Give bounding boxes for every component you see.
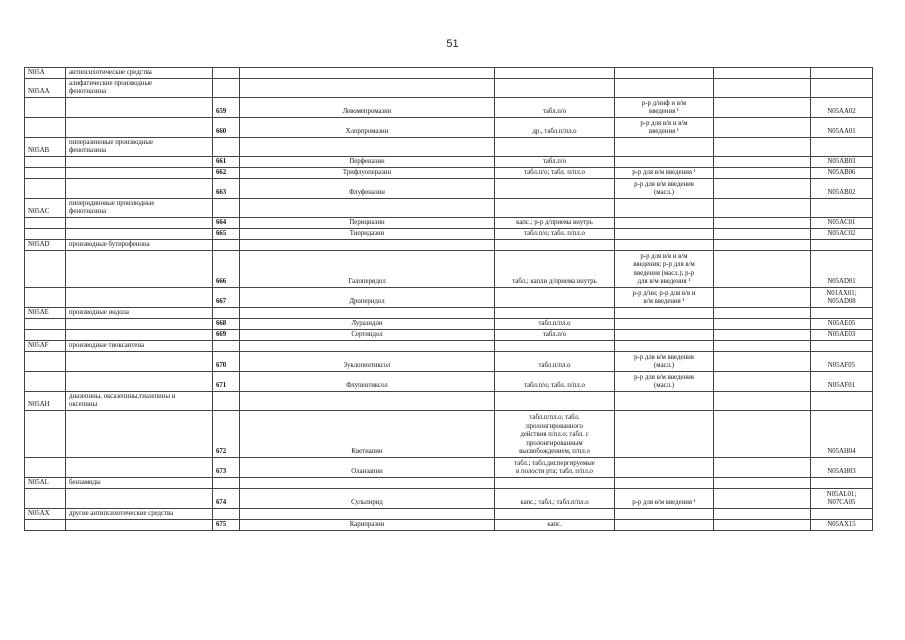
drug-row [25,251,873,288]
empty-cell [714,341,811,352]
atc-code: N05AE05 [811,319,873,330]
empty-cell [714,218,811,229]
drug-name: Карипразин [240,520,495,531]
empty-cell [714,229,811,240]
empty-cell [714,157,811,168]
drug-name: Оланзапин [240,458,495,478]
empty-cell [25,372,66,392]
empty-cell [66,168,213,179]
empty-cell [495,79,615,98]
empty-cell [714,288,811,308]
drug-row [25,168,873,179]
empty-cell [714,199,811,218]
empty-cell [66,352,213,372]
atc-code: N05AA01 [811,118,873,138]
empty-cell [811,68,873,79]
empty-cell [714,138,811,157]
empty-cell [213,341,240,352]
empty-cell [714,308,811,319]
oral-dosage-form: капс. [495,520,615,531]
empty-cell [714,392,811,411]
drug-name: Хлорпромазин [240,118,495,138]
injection-dosage-form: р-р для в/м введения ¹ [615,489,714,509]
group-title: антипсихотические средства [66,68,213,79]
group-row [25,478,873,489]
injection-dosage-form: р-р для в/м введения (масл.) [615,372,714,392]
group-code: N05AD [25,240,66,251]
group-title: диазепины, оксазепины,тиазепины и оксепины [66,392,213,411]
drug-number: 665 [213,229,240,240]
empty-cell [615,68,714,79]
empty-cell [213,509,240,520]
atc-code: N05AC01 [811,218,873,229]
empty-cell [714,458,811,478]
oral-dosage-form: табл.; табл.диспергируемые в полости рта; табл. п/пл.о [495,458,615,478]
empty-cell [25,330,66,341]
injection-dosage-form [615,157,714,168]
empty-cell [495,68,615,79]
empty-cell [714,79,811,98]
empty-cell [66,157,213,168]
drug-row [25,319,873,330]
empty-cell [25,168,66,179]
empty-cell [25,98,66,118]
drug-name: Кветиапин [240,411,495,458]
empty-cell [615,138,714,157]
atc-code: N05AF01 [811,372,873,392]
oral-dosage-form [495,179,615,199]
empty-cell [714,319,811,330]
empty-cell [213,240,240,251]
drug-number: 662 [213,168,240,179]
drug-name: Перфеназин [240,157,495,168]
drug-number: 674 [213,489,240,509]
drug-table-body [25,68,873,531]
oral-dosage-form: табл.п/пл.о; табл. пролонгированного действия п/пл.о; табл. с пролонгированным высвобождением, п/пл.о [495,411,615,458]
group-row [25,509,873,520]
empty-cell [714,68,811,79]
drug-row [25,330,873,341]
injection-dosage-form [615,218,714,229]
drug-row [25,218,873,229]
empty-cell [811,392,873,411]
empty-cell [615,240,714,251]
empty-cell [714,98,811,118]
empty-cell [25,251,66,288]
empty-cell [615,341,714,352]
oral-dosage-form: табл.; капли д/приема внутрь [495,251,615,288]
group-row [25,308,873,319]
empty-cell [66,411,213,458]
drug-number: 669 [213,330,240,341]
empty-cell [240,199,495,218]
empty-cell [811,341,873,352]
group-title: пиперазиновые производные фенотиазина [66,138,213,157]
empty-cell [66,251,213,288]
oral-dosage-form: табл.п/о; табл. п/пл.о [495,229,615,240]
injection-dosage-form: р-р для в/м введения ¹ [615,168,714,179]
drug-number: 659 [213,98,240,118]
drug-number: 666 [213,251,240,288]
empty-cell [213,392,240,411]
atc-code: N05AB03 [811,157,873,168]
drug-number: 675 [213,520,240,531]
drug-name: Дроперидол [240,288,495,308]
empty-cell [240,308,495,319]
empty-cell [25,411,66,458]
group-code: N05AH [25,392,66,411]
atc-code: N05AC02 [811,229,873,240]
empty-cell [495,509,615,520]
empty-cell [66,98,213,118]
empty-cell [66,288,213,308]
empty-cell [714,251,811,288]
atc-code: N05AA02 [811,98,873,118]
oral-dosage-form: капс.; табл.; табл.п/пл.о [495,489,615,509]
group-title: производные тиоксантена [66,341,213,352]
empty-cell [213,79,240,98]
empty-cell [66,489,213,509]
empty-cell [66,229,213,240]
empty-cell [25,520,66,531]
group-code: N05A [25,68,66,79]
empty-cell [811,240,873,251]
injection-dosage-form: р-р для в/в и в/м введения ¹ [615,118,714,138]
empty-cell [714,478,811,489]
empty-cell [240,240,495,251]
empty-cell [240,138,495,157]
empty-cell [25,179,66,199]
drug-row [25,352,873,372]
group-code: N05AE [25,308,66,319]
empty-cell [615,199,714,218]
empty-cell [714,509,811,520]
empty-cell [66,179,213,199]
empty-cell [25,157,66,168]
empty-cell [615,509,714,520]
empty-cell [66,330,213,341]
oral-dosage-form: табл.п/о; табл. п/пл.о [495,372,615,392]
group-title: алифатические производные фенотиазина [66,79,213,98]
drug-name: Сульпирид [240,489,495,509]
drug-number: 667 [213,288,240,308]
empty-cell [66,372,213,392]
group-row [25,138,873,157]
atc-code: N05AB06 [811,168,873,179]
empty-cell [811,478,873,489]
empty-cell [495,308,615,319]
empty-cell [495,478,615,489]
empty-cell [495,138,615,157]
drug-number: 671 [213,372,240,392]
empty-cell [495,240,615,251]
empty-cell [66,118,213,138]
drug-name: Сертиндол [240,330,495,341]
empty-cell [811,79,873,98]
injection-dosage-form [615,520,714,531]
oral-dosage-form [495,288,615,308]
empty-cell [811,509,873,520]
empty-cell [240,341,495,352]
empty-cell [495,392,615,411]
drug-number: 660 [213,118,240,138]
drug-name: Левомепромазин [240,98,495,118]
empty-cell [25,352,66,372]
oral-dosage-form: капс.; р-р д/приема внутрь [495,218,615,229]
empty-cell [714,179,811,199]
empty-cell [714,330,811,341]
injection-dosage-form: р-р д/ин; р-р для в/в и в/м введения ¹ [615,288,714,308]
empty-cell [811,308,873,319]
empty-cell [615,478,714,489]
empty-cell [213,308,240,319]
empty-cell [714,411,811,458]
empty-cell [714,352,811,372]
atc-code: N01AX01; N05AD08 [811,288,873,308]
drug-name: Флуфеназин [240,179,495,199]
atc-code: N05AH04 [811,411,873,458]
drug-number: 673 [213,458,240,478]
injection-dosage-form [615,411,714,458]
injection-dosage-form [615,229,714,240]
oral-dosage-form: табл.п/о [495,157,615,168]
group-code: N05AX [25,509,66,520]
empty-cell [240,392,495,411]
empty-cell [25,229,66,240]
drug-number: 663 [213,179,240,199]
injection-dosage-form: р-р для в/м введения (масл.) [615,179,714,199]
empty-cell [213,478,240,489]
empty-cell [213,68,240,79]
atc-code: N05AB02 [811,179,873,199]
group-row [25,68,873,79]
group-code: N05AA [25,79,66,98]
drug-name: Флупентиксол [240,372,495,392]
group-code: N05AB [25,138,66,157]
drug-name: Луразидон [240,319,495,330]
atc-code: N05AL01; N07CA05 [811,489,873,509]
empty-cell [714,372,811,392]
empty-cell [66,458,213,478]
drug-number: 672 [213,411,240,458]
empty-cell [714,168,811,179]
empty-cell [714,240,811,251]
empty-cell [615,392,714,411]
atc-code: N05AX15 [811,520,873,531]
drug-row [25,489,873,509]
drug-name: Перициазин [240,218,495,229]
drug-row [25,118,873,138]
injection-dosage-form: р-р для в/в и в/м введения; р-р для в/м введения (масл.); р-р для в/м введения ¹ [615,251,714,288]
empty-cell [615,308,714,319]
empty-cell [25,218,66,229]
empty-cell [495,341,615,352]
drug-row [25,288,873,308]
empty-cell [66,218,213,229]
empty-cell [714,118,811,138]
group-title: производные индола [66,308,213,319]
group-row [25,79,873,98]
group-title: другие антипсихотические средства [66,509,213,520]
group-title: пиперидиновые производные фенотиазина [66,199,213,218]
empty-cell [213,138,240,157]
drug-name: Трифлуоперазин [240,168,495,179]
empty-cell [25,458,66,478]
drug-number: 664 [213,218,240,229]
atc-code: N05AH03 [811,458,873,478]
drug-row [25,520,873,531]
drug-row [25,458,873,478]
empty-cell [714,489,811,509]
injection-dosage-form [615,458,714,478]
group-row [25,392,873,411]
group-code: N05AF [25,341,66,352]
drug-number: 661 [213,157,240,168]
oral-dosage-form: табл.п/о [495,330,615,341]
empty-cell [66,520,213,531]
drug-row [25,157,873,168]
group-row [25,341,873,352]
drug-table [24,67,873,531]
injection-dosage-form: р-р д/инф и в/м введения ¹ [615,98,714,118]
oral-dosage-form: др., табл.п/пл.о [495,118,615,138]
injection-dosage-form: р-р для в/м введения (масл.) [615,352,714,372]
empty-cell [240,478,495,489]
page-number: 51 [446,38,459,50]
drug-row [25,411,873,458]
atc-code: N05AF05 [811,352,873,372]
atc-code: N05AD01 [811,251,873,288]
drug-row [25,372,873,392]
oral-dosage-form: табл.п/о; табл. п/пл.о [495,168,615,179]
drug-name: Галоперидол [240,251,495,288]
empty-cell [25,489,66,509]
drug-row [25,179,873,199]
oral-dosage-form: табл.п/пл.о [495,352,615,372]
empty-cell [240,79,495,98]
empty-cell [811,199,873,218]
group-title: бензамиды [66,478,213,489]
empty-cell [25,288,66,308]
injection-dosage-form [615,330,714,341]
group-row [25,199,873,218]
drug-row [25,229,873,240]
injection-dosage-form [615,319,714,330]
empty-cell [25,118,66,138]
empty-cell [615,79,714,98]
drug-number: 670 [213,352,240,372]
empty-cell [240,509,495,520]
empty-cell [240,68,495,79]
empty-cell [25,319,66,330]
group-code: N05AC [25,199,66,218]
drug-name: Тиоридазин [240,229,495,240]
drug-row [25,98,873,118]
group-code: N05AL [25,478,66,489]
oral-dosage-form: табл.п/о [495,98,615,118]
group-row [25,240,873,251]
empty-cell [811,138,873,157]
empty-cell [495,199,615,218]
oral-dosage-form: табл.п/пл.о [495,319,615,330]
group-title: производные бутирофенона [66,240,213,251]
atc-code: N05AE03 [811,330,873,341]
drug-name: Зуклопентиксол [240,352,495,372]
empty-cell [66,319,213,330]
drug-number: 668 [213,319,240,330]
empty-cell [714,520,811,531]
empty-cell [213,199,240,218]
